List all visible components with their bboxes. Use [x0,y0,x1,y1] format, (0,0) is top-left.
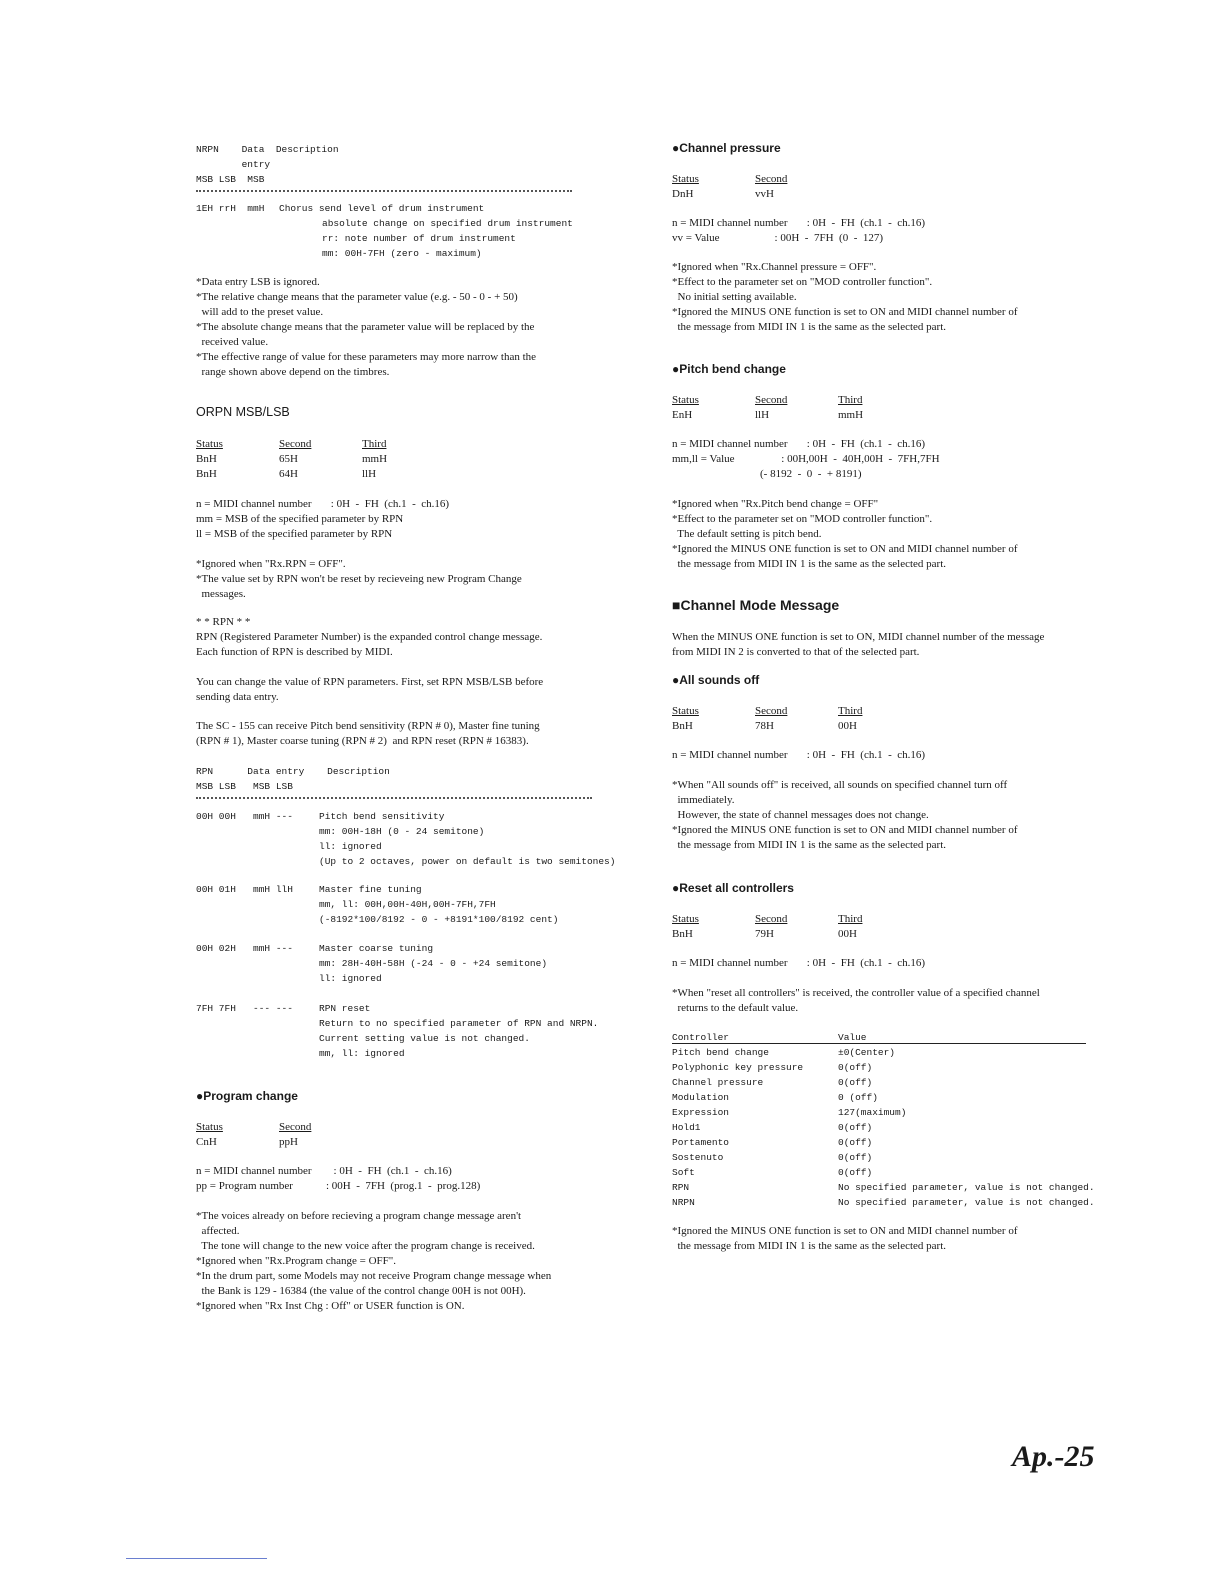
rac-cell: BnH [672,928,693,940]
aso-note-0: *When "All sounds off" is received, all sounds on specified channel turn off [672,779,1008,791]
rpn-list-code: 00H 02H mmH --- [196,943,293,954]
pc-note-6: *Ignored when "Rx Inst Chg : Off" or USER function is ON. [196,1300,465,1312]
program-change-heading: ●Program change [196,1089,298,1103]
rac-col-third: Third [838,913,863,925]
rpn-list-desc: ll: ignored [319,973,382,984]
pb-col-third: Third [838,394,863,406]
nrpn-note-1: *The relative change means that the parameter value (e.g. - 50 - 0 - + 50) [196,291,518,303]
aso-note-1: immediately. [672,794,735,806]
rac-cell: 00H [838,928,857,940]
nrpn-row-desc-3: mm: 00H-7FH (zero - maximum) [322,248,482,259]
rpn-list-desc: (Up to 2 octaves, power on default is two semitones) [319,856,616,867]
cp-def-1: vv = Value : 00H - 7FH (0 - 127) [672,232,884,244]
rpn-list-desc: mm, ll: ignored [319,1048,405,1059]
rpn-list-desc: RPN reset [319,1003,371,1014]
aso-note-3: *Ignored the MINUS ONE function is set to ON and MIDI channel number of [672,824,1018,836]
rpn-list-header-line1: RPN Data entry Description [196,766,390,777]
nrpn-note-6: range shown above depend on the timbres. [196,366,390,378]
rpn-def-1: mm = MSB of the specified parameter by RPN [196,513,404,525]
ctrl-row-value: 0(off) [838,1122,873,1133]
nrpn-note-5: *The effective range of value for these parameters may more narrow than the [196,351,537,363]
rpn-desc2-1: sending data entry. [196,691,279,703]
pitch-bend-heading: ●Pitch bend change [672,362,786,376]
rpn-list-desc: Master fine tuning [319,884,422,895]
nrpn-note-3: *The absolute change means that the parameter value will be replaced by the [196,321,535,333]
nrpn-row-code: 1EH rrH mmH [196,203,265,214]
cp-note-1: *Effect to the parameter set on "MOD controller function". [672,276,933,288]
rpn-desc2-0: You can change the value of RPN parameters. First, set RPN MSB/LSB before [196,676,544,688]
nrpn-note-0: *Data entry LSB is ignored. [196,276,320,288]
rpn-def-0: n = MIDI channel number : 0H - FH (ch.1 - ch.16) [196,498,450,510]
pb-col-second: Second [755,394,788,406]
rac-col-status: Status [672,913,699,925]
nrpn-header-line1: NRPN Data Description [196,144,339,155]
rpn-list-code: 7FH 7FH --- --- [196,1003,293,1014]
ctrl-row-name: Polyphonic key pressure [672,1062,804,1073]
rpn-list-divider [196,797,592,799]
scan-artifact-line [126,1558,267,1559]
rpn-col-second: Second [279,438,312,450]
pc-def-0: n = MIDI channel number : 0H - FH (ch.1 - ch.16) [196,1165,452,1177]
rpn-list-desc: Current setting value is not changed. [319,1033,530,1044]
rpn-list-code: 00H 01H mmH llH [196,884,293,895]
rpn-list-desc: (-8192*100/8192 - 0 - +8191*100/8192 cent) [319,914,559,925]
ctrl-row-name: Pitch bend change [672,1047,769,1058]
rpn-desc3-0: The SC - 155 can receive Pitch bend sensitivity (RPN # 0), Master fine tuning [196,720,540,732]
nrpn-header-line2: entry [196,159,271,170]
ctrl-row-name: Expression [672,1107,730,1118]
rac-def-0: n = MIDI channel number : 0H - FH (ch.1 - ch.16) [672,957,926,969]
aso-note-2: However, the state of channel messages does not change. [672,809,929,821]
rpn-list-desc: Pitch bend sensitivity [319,811,445,822]
rpn-desc-0: RPN (Registered Parameter Number) is the expanded control change message. [196,631,543,643]
pb-note-4: the message from MIDI IN 1 is the same as the selected part. [672,558,946,570]
ctrl-row-name: Channel pressure [672,1077,764,1088]
pb-col-status: Status [672,394,699,406]
cp-col-status: Status [672,173,699,185]
aso-def-0: n = MIDI channel number : 0H - FH (ch.1 - ch.16) [672,749,926,761]
rpn-list-desc: mm: 28H-40H-58H (-24 - 0 - +24 semitone) [319,958,548,969]
rac-note-1: returns to the default value. [672,1002,799,1014]
pc-def-1: pp = Program number : 00H - 7FH (prog.1 - prog.128) [196,1180,481,1192]
ctrl-header-rule [672,1043,1086,1044]
ctrl-row-value: 0(off) [838,1077,873,1088]
pb-def-1: mm,ll = Value : 00H,00H - 40H,00H - 7FH,7FH [672,453,940,465]
rac-note-0: *When "reset all controllers" is received, the controller value of a specified channel [672,987,1040,999]
pc-note-4: *In the drum part, some Models may not receive Program change message when [196,1270,552,1282]
rpn-list-desc: Return to no specified parameter of RPN and NRPN. [319,1018,599,1029]
aso-col-status: Status [672,705,699,717]
ctrl-row-name: Modulation [672,1092,730,1103]
nrpn-row-desc-1: absolute change on specified drum instrument [322,218,573,229]
reset-all-controllers-heading: ●Reset all controllers [672,881,794,895]
ctrl-row-name: RPN [672,1182,690,1193]
ctrl-row-name: Hold1 [672,1122,701,1133]
pc-col-status: Status [196,1121,223,1133]
rpn-cell: BnH [196,453,217,465]
rpn-heading: ORPN MSB/LSB [196,405,290,419]
ctrl-col-value: Value [838,1032,867,1043]
rac-note2-0: *Ignored the MINUS ONE function is set to ON and MIDI channel number of [672,1225,1018,1237]
ctrl-row-value: 127(maximum) [838,1107,907,1118]
aso-cell: 78H [755,720,774,732]
page-number: Ap.-25 [1012,1440,1095,1473]
rpn-note-0: *Ignored when "Rx.RPN = OFF". [196,558,346,570]
rpn-list-header-line2: MSB LSB MSB LSB [196,781,293,792]
cp-cell: vvH [755,188,774,200]
pb-note-0: *Ignored when "Rx.Pitch bend change = OFF" [672,498,879,510]
nrpn-divider [196,190,572,192]
rpn-list-desc: mm: 00H-18H (0 - 24 semitone) [319,826,485,837]
pc-cell: ppH [279,1136,298,1148]
pc-note-0: *The voices already on before recieving a program change message aren't [196,1210,522,1222]
rpn-list-desc: Master coarse tuning [319,943,434,954]
nrpn-row-desc-0: Chorus send level of drum instrument [279,203,485,214]
rac-cell: 79H [755,928,774,940]
rpn-title: * * RPN * * [196,616,251,628]
pc-col-second: Second [279,1121,312,1133]
cmm-desc-1: from MIDI IN 2 is converted to that of the selected part. [672,646,920,658]
rpn-col-third: Third [362,438,387,450]
cp-def-0: n = MIDI channel number : 0H - FH (ch.1 - ch.16) [672,217,926,229]
ctrl-row-value: No specified parameter, value is not changed. [838,1197,1095,1208]
pb-def-0: n = MIDI channel number : 0H - FH (ch.1 - ch.16) [672,438,926,450]
rac-note2-1: the message from MIDI IN 1 is the same as the selected part. [672,1240,946,1252]
pc-note-1: affected. [196,1225,240,1237]
pb-note-3: *Ignored the MINUS ONE function is set to ON and MIDI channel number of [672,543,1018,555]
channel-pressure-heading: ●Channel pressure [672,141,781,155]
aso-note-4: the message from MIDI IN 1 is the same as the selected part. [672,839,946,851]
rpn-desc3-1: (RPN # 1), Master coarse tuning (RPN # 2) and RPN reset (RPN # 16383). [196,735,529,747]
ctrl-row-name: Soft [672,1167,695,1178]
pc-cell: CnH [196,1136,217,1148]
pb-cell: mmH [838,409,864,421]
ctrl-row-name: Sostenuto [672,1152,724,1163]
rpn-cell: llH [362,468,377,480]
aso-cell: BnH [672,720,693,732]
rpn-cell: 64H [279,468,298,480]
ctrl-row-value: 0(off) [838,1137,873,1148]
pb-def-2: (- 8192 - 0 - + 8191) [672,468,862,480]
pb-cell: llH [755,409,770,421]
rpn-def-2: ll = MSB of the specified parameter by RPN [196,528,393,540]
pc-note-2: The tone will change to the new voice after the program change is received. [196,1240,535,1252]
nrpn-note-4: received value. [196,336,269,348]
rpn-list-desc: ll: ignored [319,841,382,852]
rac-col-second: Second [755,913,788,925]
cp-note-3: *Ignored the MINUS ONE function is set to ON and MIDI channel number of [672,306,1018,318]
pb-note-1: *Effect to the parameter set on "MOD controller function". [672,513,933,525]
rpn-cell: BnH [196,468,217,480]
rpn-cell: 65H [279,453,298,465]
pc-note-5: the Bank is 129 - 16384 (the value of the control change 00H is not 00H). [196,1285,526,1297]
rpn-col-status: Status [196,438,223,450]
nrpn-note-2: will add to the preset value. [196,306,324,318]
ctrl-row-value: 0(off) [838,1167,873,1178]
rpn-note-2: messages. [196,588,246,600]
pb-note-2: The default setting is pitch bend. [672,528,822,540]
cmm-desc-0: When the MINUS ONE function is set to ON, MIDI channel number of the message [672,631,1045,643]
cp-col-second: Second [755,173,788,185]
pb-cell: EnH [672,409,693,421]
aso-cell: 00H [838,720,857,732]
nrpn-header-line3: MSB LSB MSB [196,174,265,185]
cp-note-0: *Ignored when "Rx.Channel pressure = OFF". [672,261,877,273]
all-sounds-off-heading: ●All sounds off [672,673,760,687]
nrpn-row-desc-2: rr: note number of drum instrument [322,233,516,244]
aso-col-third: Third [838,705,863,717]
pc-note-3: *Ignored when "Rx.Program change = OFF". [196,1255,397,1267]
rpn-cell: mmH [362,453,388,465]
ctrl-row-value: 0 (off) [838,1092,878,1103]
ctrl-row-name: NRPN [672,1197,695,1208]
ctrl-row-value: 0(off) [838,1062,873,1073]
rpn-note-1: *The value set by RPN won't be reset by recieveing new Program Change [196,573,522,585]
ctrl-row-name: Portamento [672,1137,730,1148]
channel-mode-heading: ■Channel Mode Message [672,597,840,613]
cp-note-4: the message from MIDI IN 1 is the same as the selected part. [672,321,946,333]
rpn-desc-1: Each function of RPN is described by MIDI. [196,646,393,658]
rpn-list-code: 00H 00H mmH --- [196,811,293,822]
ctrl-row-value: No specified parameter, value is not changed. [838,1182,1095,1193]
cp-note-2: No initial setting available. [672,291,797,303]
ctrl-row-value: ±0(Center) [838,1047,896,1058]
ctrl-col-controller: Controller [672,1032,730,1043]
ctrl-row-value: 0(off) [838,1152,873,1163]
cp-cell: DnH [672,188,694,200]
aso-col-second: Second [755,705,788,717]
rpn-list-desc: mm, ll: 00H,00H-40H,00H-7FH,7FH [319,899,496,910]
